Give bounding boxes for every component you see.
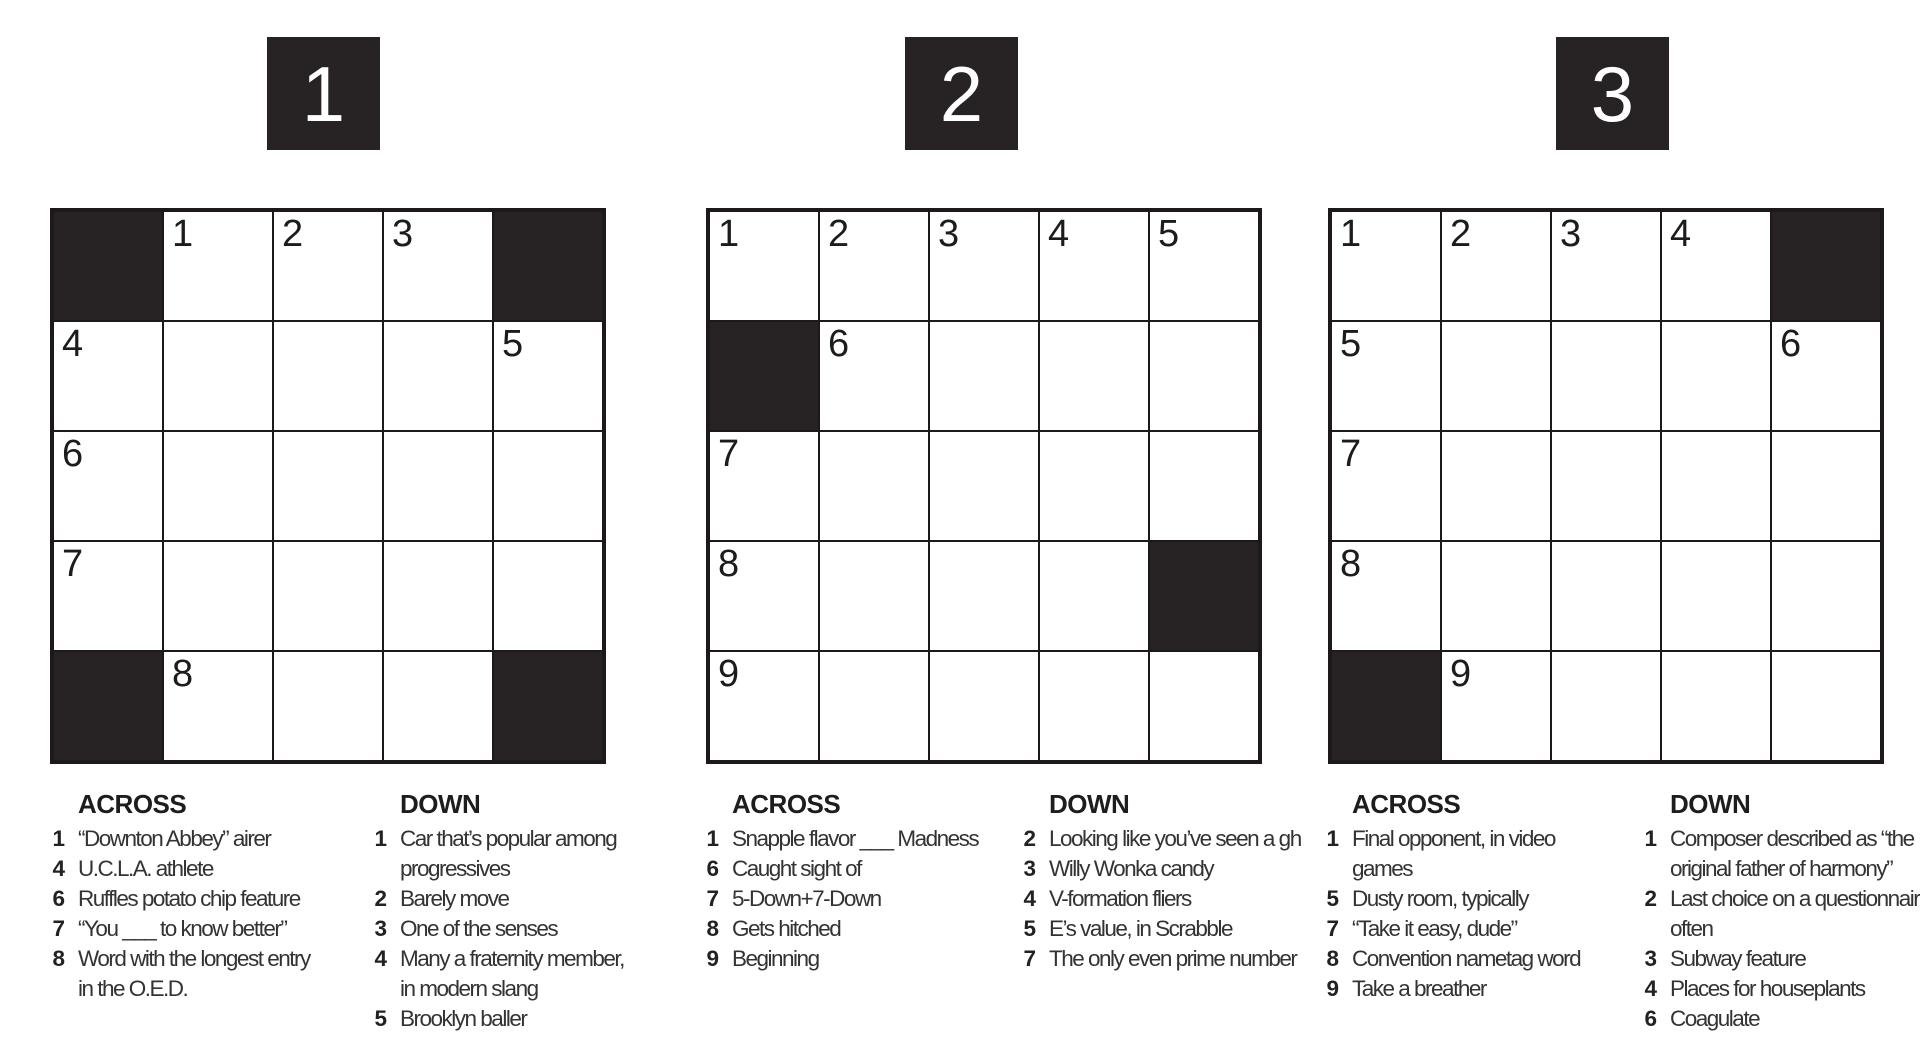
grid-cell[interactable] <box>1332 542 1440 650</box>
cell-number: 7 <box>62 543 84 585</box>
grid-cell[interactable] <box>710 652 818 760</box>
grid-cell[interactable] <box>1552 652 1660 760</box>
grid-cell[interactable] <box>1442 542 1550 650</box>
clue-text: original father of harmony” <box>1670 856 1893 881</box>
clue-text: Subway feature <box>1670 946 1806 971</box>
clue-row <box>1636 854 1920 884</box>
clue-number: 1 <box>1326 826 1338 851</box>
cell-number: 1 <box>1340 213 1362 255</box>
cell-number: 9 <box>718 653 740 695</box>
grid-cell[interactable] <box>1442 212 1550 320</box>
clue-row <box>44 824 310 854</box>
grid-cell[interactable] <box>1442 432 1550 540</box>
clue-number: 5 <box>1326 886 1338 911</box>
grid-cell[interactable] <box>384 432 492 540</box>
clue-number: 7 <box>52 916 64 941</box>
grid-cell[interactable] <box>930 542 1038 650</box>
clue-text: in the O.E.D. <box>78 976 188 1001</box>
black-cell <box>1772 212 1880 320</box>
clue-row <box>1318 914 1580 944</box>
clue-number: 7 <box>706 886 718 911</box>
clue-number: 1 <box>1644 826 1656 851</box>
grid-cell[interactable] <box>1662 432 1770 540</box>
black-cell <box>54 652 162 760</box>
clue-number <box>1636 914 1656 944</box>
clue-row <box>1015 914 1301 944</box>
clue-text: E’s value, in Scrabble <box>1049 916 1232 941</box>
grid-cell[interactable] <box>164 322 272 430</box>
clue-row <box>1318 974 1580 1004</box>
clue-text: Dusty room, typically <box>1352 886 1529 911</box>
clue-number: 4 <box>1023 886 1035 911</box>
grid-cell[interactable] <box>1150 652 1258 760</box>
clue-text: “You ___ to know better” <box>78 916 287 941</box>
grid-cell[interactable] <box>274 322 382 430</box>
grid-cell[interactable] <box>1040 652 1148 760</box>
puzzle-1-across-clues <box>44 788 310 1004</box>
cell-number: 1 <box>172 213 194 255</box>
cell-number: 4 <box>62 323 84 365</box>
grid-cell[interactable] <box>1332 432 1440 540</box>
clue-text: Word with the longest entry <box>78 946 310 971</box>
black-cell <box>1332 652 1440 760</box>
cell-number: 7 <box>1340 433 1362 475</box>
grid-cell[interactable] <box>1552 322 1660 430</box>
clue-row <box>1015 944 1301 974</box>
clue-text: V-formation fliers <box>1049 886 1191 911</box>
grid-cell[interactable] <box>1662 652 1770 760</box>
grid-cell[interactable] <box>1040 542 1148 650</box>
black-cell <box>494 652 602 760</box>
clue-row <box>698 884 978 914</box>
clue-text: U.C.L.A. athlete <box>78 856 213 881</box>
clue-text: Composer described as “the <box>1670 826 1914 851</box>
clue-number: 9 <box>706 946 718 971</box>
grid-cell[interactable] <box>930 432 1038 540</box>
grid-cell[interactable] <box>164 652 272 760</box>
grid-cell[interactable] <box>494 432 602 540</box>
clue-list-title: DOWN <box>400 789 481 819</box>
grid-cell[interactable] <box>54 542 162 650</box>
clue-row <box>366 824 624 854</box>
clue-list-title: ACROSS <box>78 789 187 819</box>
clue-number: 7 <box>1023 946 1035 971</box>
clue-number: 4 <box>1644 976 1656 1001</box>
cell-number: 5 <box>502 323 524 365</box>
clue-number: 3 <box>1644 946 1656 971</box>
clue-number <box>366 974 386 1004</box>
clue-row <box>1636 1004 1920 1034</box>
cell-number: 6 <box>62 433 84 475</box>
clue-text: Snapple flavor ___ Madness <box>732 826 979 851</box>
clue-row <box>698 824 978 854</box>
cell-number: 3 <box>1560 213 1582 255</box>
clue-number: 1 <box>374 826 386 851</box>
grid-cell[interactable] <box>930 652 1038 760</box>
puzzle-2-badge <box>905 37 1018 150</box>
grid-cell[interactable] <box>1662 322 1770 430</box>
cell-number: 7 <box>718 433 740 475</box>
clue-number: 1 <box>52 826 64 851</box>
grid-cell[interactable] <box>710 432 818 540</box>
black-cell <box>54 212 162 320</box>
clue-number: 5 <box>374 1006 386 1031</box>
grid-cell[interactable] <box>494 322 602 430</box>
grid-cell[interactable] <box>384 542 492 650</box>
clue-text: games <box>1352 856 1413 881</box>
clue-row <box>1318 884 1580 914</box>
grid-cell[interactable] <box>1150 322 1258 430</box>
clue-row <box>1636 914 1920 944</box>
black-cell <box>1150 542 1258 650</box>
grid-cell[interactable] <box>710 542 818 650</box>
grid-cell[interactable] <box>274 542 382 650</box>
clue-text: Barely move <box>400 886 509 911</box>
clue-number: 8 <box>1326 946 1338 971</box>
clue-list-title: ACROSS <box>1352 789 1461 819</box>
clue-number: 2 <box>1023 826 1035 851</box>
grid-cell[interactable] <box>820 542 928 650</box>
grid-cell[interactable] <box>930 212 1038 320</box>
clue-text: 5-Down+7-Down <box>732 886 881 911</box>
cell-number: 3 <box>392 213 414 255</box>
clue-number: 6 <box>706 856 718 881</box>
clue-row <box>1636 944 1920 974</box>
clue-row <box>1636 824 1920 854</box>
clue-text: Convention nametag word <box>1352 946 1581 971</box>
puzzle-1-grid <box>50 208 606 764</box>
clue-number: 8 <box>706 916 718 941</box>
puzzle-2-across-clues <box>698 788 978 974</box>
puzzle-3-grid <box>1328 208 1884 764</box>
clue-text: Last choice on a questionnair <box>1670 886 1920 911</box>
clue-list-title: DOWN <box>1049 789 1130 819</box>
cell-number: 1 <box>718 213 740 255</box>
clue-text: Car that’s popular among <box>400 826 617 851</box>
clue-row <box>44 974 310 1004</box>
grid-cell[interactable] <box>820 652 928 760</box>
puzzle-1-badge <box>267 37 380 150</box>
grid-cell[interactable] <box>1662 542 1770 650</box>
clue-row <box>1636 884 1920 914</box>
grid-cell[interactable] <box>164 542 272 650</box>
clue-text: Caught sight of <box>732 856 861 881</box>
clue-row <box>1318 854 1580 884</box>
clue-number <box>1636 854 1656 884</box>
grid-cell[interactable] <box>1772 322 1880 430</box>
cell-number: 8 <box>718 543 740 585</box>
clue-number: 3 <box>1023 856 1035 881</box>
puzzle-2-grid <box>706 208 1262 764</box>
clue-text: often <box>1670 916 1713 941</box>
clue-text: Take a breather <box>1352 976 1486 1001</box>
clue-number: 8 <box>52 946 64 971</box>
clue-row <box>366 854 624 884</box>
clue-number: 6 <box>1644 1006 1656 1031</box>
clue-row <box>366 1004 624 1034</box>
clue-number: 2 <box>1644 886 1656 911</box>
clue-number <box>44 974 64 1004</box>
clue-number: 3 <box>374 916 386 941</box>
grid-cell[interactable] <box>1772 432 1880 540</box>
clue-text: in modern slang <box>400 976 538 1001</box>
clue-row <box>366 974 624 1004</box>
puzzle-2-badge-number: 2 <box>939 49 984 138</box>
clue-text: Ruffles potato chip feature <box>78 886 300 911</box>
grid-cell[interactable] <box>164 432 272 540</box>
cell-number: 6 <box>1780 323 1802 365</box>
grid-cell[interactable] <box>1040 322 1148 430</box>
grid-cell[interactable] <box>384 322 492 430</box>
puzzle-3-badge-number: 3 <box>1590 49 1635 138</box>
clue-row <box>366 944 624 974</box>
black-cell <box>710 322 818 430</box>
clue-text: Gets hitched <box>732 916 841 941</box>
cell-number: 2 <box>282 213 304 255</box>
clue-row <box>1318 944 1580 974</box>
clue-text: Willy Wonka candy <box>1049 856 1214 881</box>
black-cell <box>494 212 602 320</box>
grid-cell[interactable] <box>1772 652 1880 760</box>
clue-number: 6 <box>52 886 64 911</box>
grid-cell[interactable] <box>384 212 492 320</box>
grid-cell[interactable] <box>1442 652 1550 760</box>
clue-row <box>366 914 624 944</box>
clue-list-title: DOWN <box>1670 789 1751 819</box>
clue-number: 4 <box>52 856 64 881</box>
clue-text: Beginning <box>732 946 819 971</box>
cell-number: 4 <box>1048 213 1070 255</box>
cell-number: 4 <box>1670 213 1692 255</box>
clue-number: 2 <box>374 886 386 911</box>
grid-cell[interactable] <box>710 212 818 320</box>
clue-text: Places for houseplants <box>1670 976 1865 1001</box>
clue-row <box>698 914 978 944</box>
grid-cell[interactable] <box>820 432 928 540</box>
clue-text: progressives <box>400 856 510 881</box>
cell-number: 6 <box>828 323 850 365</box>
clue-row <box>1636 974 1920 1004</box>
clue-text: Looking like you’ve seen a gh <box>1049 826 1301 851</box>
clue-number: 9 <box>1326 976 1338 1001</box>
grid-cell[interactable] <box>1040 212 1148 320</box>
clue-number: 4 <box>374 946 386 971</box>
clue-text: Coagulate <box>1670 1006 1760 1031</box>
puzzle-3-down-clues <box>1636 788 1920 1034</box>
grid-cell[interactable] <box>1332 322 1440 430</box>
grid-cell[interactable] <box>1040 432 1148 540</box>
grid-cell[interactable] <box>274 212 382 320</box>
clue-list-title: ACROSS <box>732 789 841 819</box>
grid-cell[interactable] <box>384 652 492 760</box>
clue-row <box>1318 824 1580 854</box>
clue-text: “Take it easy, dude” <box>1352 916 1517 941</box>
cell-number: 5 <box>1340 323 1362 365</box>
cell-number: 8 <box>172 653 194 695</box>
grid-cell[interactable] <box>1150 212 1258 320</box>
grid-cell[interactable] <box>54 322 162 430</box>
clue-text: Brooklyn baller <box>400 1006 527 1031</box>
clue-number <box>1318 854 1338 884</box>
cell-number: 2 <box>1450 213 1472 255</box>
grid-cell[interactable] <box>1442 322 1550 430</box>
grid-cell[interactable] <box>930 322 1038 430</box>
grid-cell[interactable] <box>164 212 272 320</box>
cell-number: 2 <box>828 213 850 255</box>
puzzle-2-down-clues <box>1015 788 1301 974</box>
clue-row <box>1015 854 1301 884</box>
grid-cell[interactable] <box>274 432 382 540</box>
grid-cell[interactable] <box>1662 212 1770 320</box>
clue-number: 7 <box>1326 916 1338 941</box>
clue-text: Many a fraternity member, <box>400 946 624 971</box>
cell-number: 3 <box>938 213 960 255</box>
clue-row <box>366 884 624 914</box>
grid-cell[interactable] <box>1552 212 1660 320</box>
clue-number: 1 <box>706 826 718 851</box>
grid-cell[interactable] <box>494 542 602 650</box>
grid-cell[interactable] <box>1772 542 1880 650</box>
clue-row <box>1015 824 1301 854</box>
puzzle-3-across-clues <box>1318 788 1580 1004</box>
puzzle-1-badge-number: 1 <box>301 49 346 138</box>
grid-cell[interactable] <box>1150 432 1258 540</box>
clue-text: One of the senses <box>400 916 558 941</box>
clue-row <box>44 854 310 884</box>
puzzle-3-badge <box>1556 37 1669 150</box>
grid-cell[interactable] <box>54 432 162 540</box>
grid-cell[interactable] <box>820 322 928 430</box>
cell-number: 5 <box>1158 213 1180 255</box>
clue-text: The only even prime number <box>1049 946 1297 971</box>
clue-row <box>44 884 310 914</box>
clue-row <box>1015 884 1301 914</box>
clue-number <box>366 854 386 884</box>
clue-text: Final opponent, in video <box>1352 826 1555 851</box>
clue-row <box>44 944 310 974</box>
clue-row <box>698 854 978 884</box>
cell-number: 8 <box>1340 543 1362 585</box>
grid-cell[interactable] <box>820 212 928 320</box>
clue-number: 5 <box>1023 916 1035 941</box>
grid-cell[interactable] <box>274 652 382 760</box>
clue-row <box>44 914 310 944</box>
clue-text: “Downton Abbey” airer <box>78 826 271 851</box>
puzzle-1-down-clues <box>366 788 624 1034</box>
cell-number: 9 <box>1450 653 1472 695</box>
grid-cell[interactable] <box>1552 432 1660 540</box>
grid-cell[interactable] <box>1552 542 1660 650</box>
grid-cell[interactable] <box>1332 212 1440 320</box>
clue-row <box>698 944 978 974</box>
